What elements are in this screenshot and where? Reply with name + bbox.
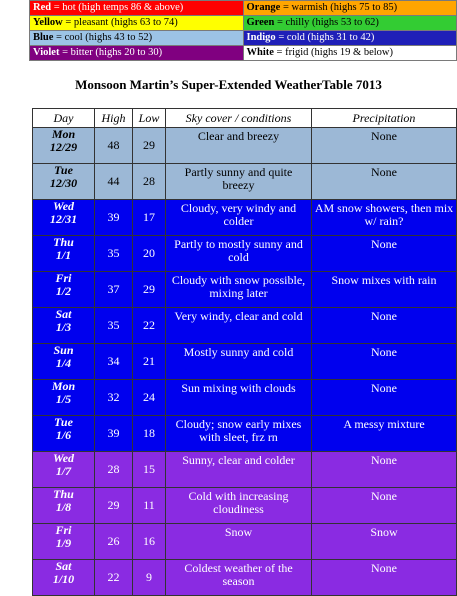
day-name: Mon	[51, 379, 76, 393]
high-temp: 35	[95, 308, 133, 344]
legend-desc: pleasant (highs 63 to 74)	[73, 17, 178, 28]
sky-conditions: Partly sunny and quite breezy	[166, 164, 312, 200]
low-temp: 20	[133, 236, 166, 272]
high-temp: 26	[95, 524, 133, 560]
day-date: 1/2	[55, 284, 72, 298]
sky-conditions: Cloudy; snow early mixes with sleet, frz rn	[166, 416, 312, 452]
day-name: Mon	[51, 127, 76, 141]
day-cell	[33, 200, 95, 236]
day-name: Wed	[52, 451, 75, 465]
legend-blue: Blue = cool (highs 43 to 52)	[30, 31, 244, 46]
low-temp: 16	[133, 524, 166, 560]
legend-green: Green = chilly (highs 53 to 62)	[243, 16, 457, 31]
header-high: High	[95, 109, 133, 128]
day-date: 1/6	[55, 428, 72, 442]
day-date: 1/8	[55, 500, 72, 514]
precipitation: Snow mixes with rain	[312, 272, 457, 308]
legend-red: Red = hot (high temps 86 & above)	[30, 1, 244, 16]
day-cell	[33, 344, 95, 380]
day-cell	[33, 128, 95, 164]
table-row	[33, 452, 457, 488]
high-temp: 39	[95, 200, 133, 236]
precipitation: AM snow showers, then mix w/ rain?	[312, 200, 457, 236]
high-temp: 29	[95, 488, 133, 524]
day-date: 1/9	[55, 536, 72, 550]
legend-desc: bitter (highs 20 to 30)	[70, 47, 163, 58]
legend-name: Green	[246, 17, 275, 28]
day-date: 1/7	[55, 464, 72, 478]
precipitation: None	[312, 380, 457, 416]
table-row	[33, 200, 457, 236]
day-date: 1/10	[52, 572, 75, 586]
low-temp: 22	[133, 308, 166, 344]
table-row	[33, 272, 457, 308]
sky-conditions: Cloudy with snow possible, mixing later	[166, 272, 312, 308]
low-temp: 18	[133, 416, 166, 452]
day-cell	[33, 452, 95, 488]
day-cell	[33, 560, 95, 596]
legend-name: Violet	[33, 47, 60, 58]
header-precipitation: Precipitation	[312, 109, 457, 128]
legend-desc: cool (highs 43 to 52)	[64, 32, 153, 43]
legend-indigo: Indigo = cold (highs 31 to 42)	[243, 31, 457, 46]
precipitation: None	[312, 308, 457, 344]
legend-name: Blue	[33, 32, 54, 43]
table-row	[33, 344, 457, 380]
high-temp: 44	[95, 164, 133, 200]
table-row	[33, 308, 457, 344]
low-temp: 21	[133, 344, 166, 380]
sky-conditions: Sunny, clear and colder	[166, 452, 312, 488]
high-temp: 48	[95, 128, 133, 164]
day-name: Fri	[55, 523, 72, 537]
day-date: 1/1	[55, 248, 72, 262]
low-temp: 29	[133, 128, 166, 164]
precipitation: Snow	[312, 524, 457, 560]
table-row	[33, 236, 457, 272]
legend-desc: warmish (highs 75 to 85)	[291, 2, 398, 13]
high-temp: 39	[95, 416, 133, 452]
low-temp: 28	[133, 164, 166, 200]
day-date: 12/29	[49, 140, 78, 154]
sky-conditions: Coldest weather of the season	[166, 560, 312, 596]
precipitation: None	[312, 164, 457, 200]
table-row	[33, 164, 457, 200]
color-legend	[29, 0, 457, 61]
high-temp: 32	[95, 380, 133, 416]
day-cell	[33, 524, 95, 560]
precipitation: None	[312, 560, 457, 596]
weather-table	[32, 108, 457, 596]
precipitation: None	[312, 452, 457, 488]
table-row	[33, 380, 457, 416]
low-temp: 29	[133, 272, 166, 308]
legend-desc: hot (high temps 86 & above)	[62, 2, 184, 13]
legend-name: Orange	[246, 2, 281, 13]
day-name: Tue	[54, 415, 73, 429]
sky-conditions: Clear and breezy	[166, 128, 312, 164]
day-cell	[33, 272, 95, 308]
legend-violet: Violet = bitter (highs 20 to 30)	[30, 46, 244, 61]
precipitation: None	[312, 128, 457, 164]
precipitation: None	[312, 488, 457, 524]
day-name: Sun	[53, 343, 74, 357]
day-name: Sat	[55, 559, 72, 573]
legend-white: White = frigid (highs 19 & below)	[243, 46, 457, 61]
table-row	[33, 416, 457, 452]
high-temp: 37	[95, 272, 133, 308]
low-temp: 15	[133, 452, 166, 488]
header-sky: Sky cover / conditions	[166, 109, 312, 128]
legend-orange: Orange = warmish (highs 75 to 85)	[243, 1, 457, 16]
high-temp: 22	[95, 560, 133, 596]
day-cell	[33, 308, 95, 344]
sky-conditions: Snow	[166, 524, 312, 560]
day-name: Tue	[54, 163, 73, 177]
low-temp: 17	[133, 200, 166, 236]
day-date: 1/3	[55, 320, 72, 334]
day-cell	[33, 236, 95, 272]
sky-conditions: Very windy, clear and cold	[166, 308, 312, 344]
precipitation: None	[312, 236, 457, 272]
low-temp: 24	[133, 380, 166, 416]
table-title: Monsoon Martin’s Super-Extended WeatherTable 7013	[75, 77, 382, 92]
sky-conditions: Cloudy, very windy and colder	[166, 200, 312, 236]
day-name: Fri	[55, 271, 72, 285]
day-cell	[33, 416, 95, 452]
high-temp: 35	[95, 236, 133, 272]
legend-name: White	[246, 47, 274, 58]
low-temp: 11	[133, 488, 166, 524]
precipitation: A messy mixture	[312, 416, 457, 452]
header-day: Day	[33, 109, 95, 128]
legend-desc: chilly (highs 53 to 62)	[285, 17, 379, 28]
precipitation: None	[312, 344, 457, 380]
day-name: Wed	[52, 199, 75, 213]
legend-desc: frigid (highs 19 & below)	[285, 47, 393, 58]
day-date: 1/5	[55, 392, 72, 406]
day-name: Thu	[53, 487, 74, 501]
sky-conditions: Sun mixing with clouds	[166, 380, 312, 416]
table-row	[33, 560, 457, 596]
day-cell	[33, 488, 95, 524]
low-temp: 9	[133, 560, 166, 596]
high-temp: 34	[95, 344, 133, 380]
header-low: Low	[133, 109, 166, 128]
day-date: 12/31	[49, 212, 78, 226]
day-cell	[33, 380, 95, 416]
day-cell	[33, 164, 95, 200]
day-name: Thu	[53, 235, 74, 249]
legend-name: Yellow	[33, 17, 63, 28]
legend-name: Indigo	[246, 32, 276, 43]
header-row	[33, 109, 457, 128]
day-name: Sat	[55, 307, 72, 321]
table-row	[33, 128, 457, 164]
legend-desc: cold (highs 31 to 42)	[286, 32, 375, 43]
high-temp: 28	[95, 452, 133, 488]
legend-yellow: Yellow = pleasant (highs 63 to 74)	[30, 16, 244, 31]
sky-conditions: Cold with increasing cloudiness	[166, 488, 312, 524]
table-row	[33, 524, 457, 560]
sky-conditions: Partly to mostly sunny and cold	[166, 236, 312, 272]
legend-name: Red	[33, 2, 52, 13]
day-date: 12/30	[49, 176, 78, 190]
table-row	[33, 488, 457, 524]
day-date: 1/4	[55, 356, 72, 370]
sky-conditions: Mostly sunny and cold	[166, 344, 312, 380]
